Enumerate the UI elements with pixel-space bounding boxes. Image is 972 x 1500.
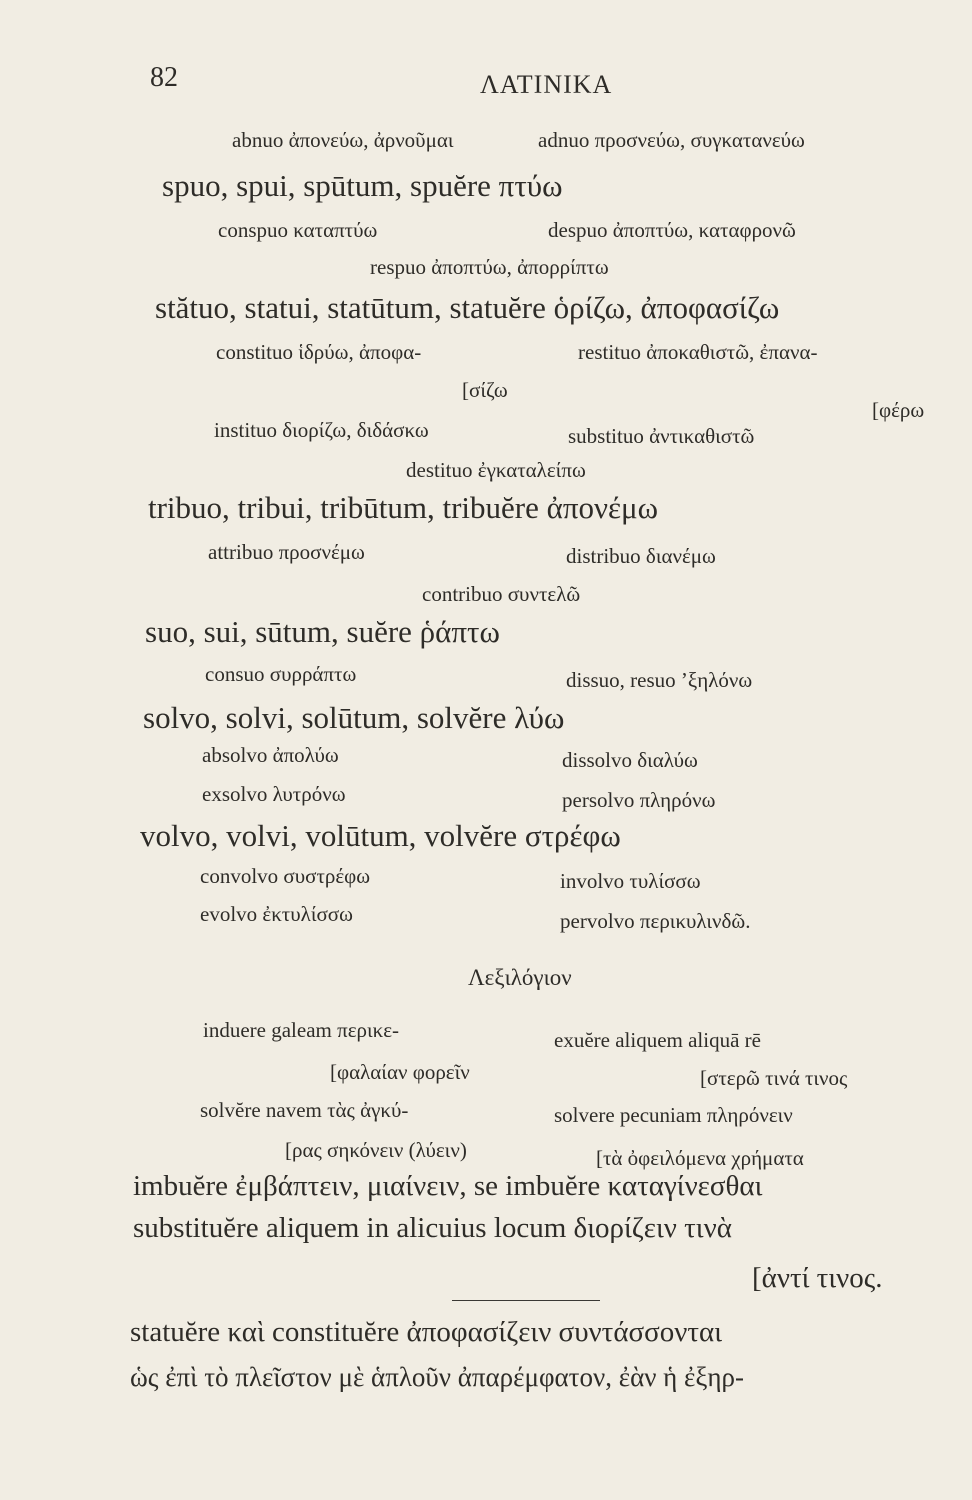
section-rule (452, 1300, 600, 1301)
entry-substituo: substituo ἀντικαθιστῶ (568, 424, 755, 448)
headword-statuo: stătuo, statui, statūtum, statuĕre ὁρίζω, ἀποφασίζω (155, 290, 780, 325)
entry-consuo: consuo συρράπτω (205, 662, 357, 686)
entry-convolvo: convolvo συστρέφω (200, 864, 371, 888)
entry-adnuo: adnuo προσνεύω, συγκατανεύω (538, 128, 805, 152)
headword-suo: suo, sui, sūtum, suĕre ῥάπτω (145, 614, 500, 649)
entry-evolvo: evolvo ἐκτυλίσσω (200, 902, 353, 926)
vocab-induere: induere galeam περικε- (203, 1018, 400, 1042)
paragraph-line-2: ὡς ἐπὶ τὸ πλεῖστον μὲ ἁπλοῦν ἀπαρέμφατον, ἐὰν ἡ ἐξηρ- (130, 1362, 745, 1392)
vocab-exuere-continuation: [στερῶ τινά τινος (700, 1066, 848, 1090)
entry-dissolvo: dissolvo διαλύω (562, 748, 698, 772)
entry-constituo-continuation: [σίζω (462, 378, 508, 402)
headword-tribuo: tribuo, tribui, tribūtum, tribuĕre ἀπονέμω (148, 490, 659, 525)
vocabulary-heading: Λεξιλόγιον (468, 965, 572, 990)
entry-persolvo: persolvo πληρόνω (562, 788, 716, 812)
vocab-solvere-navem: solvĕre navem τὰς ἀγκύ- (200, 1098, 409, 1122)
page-number: 82 (150, 62, 178, 93)
phrase-imbuere: imbuĕre ἐμβάπτειν, μιαίνειν, se imbuĕre καταγίνεσθαι (133, 1170, 763, 1202)
entry-distribuo: distribuo διανέμω (566, 544, 716, 568)
entry-restituo-continuation: [φέρω (872, 398, 925, 422)
entry-conspuo: conspuo καταπτύω (218, 218, 378, 242)
phrase-substituere-continuation: [ἀντί τινος. (752, 1262, 883, 1294)
entry-dissuo: dissuo, resuo ’ξηλόνω (566, 668, 753, 692)
entry-pervolvo: pervolvo περικυλινδῶ. (560, 909, 751, 933)
paragraph-line-1: statuĕre καὶ constituĕre ἀποφασίζειν συντάσσονται (130, 1316, 723, 1348)
entry-involvo: involvo τυλίσσω (560, 869, 701, 893)
vocab-exuere: exuĕre aliquem aliquā rē (554, 1028, 761, 1052)
entry-exsolvo: exsolvo λυτρόνω (202, 782, 346, 806)
entry-respuo: respuo ἀποπτύω, ἀπορρίπτω (370, 255, 609, 279)
headword-spuo: spuo, spui, spūtum, spuĕre πτύω (162, 168, 563, 203)
running-title: ΛΑΤΙΝΙΚΑ (480, 70, 613, 99)
vocab-solvere-pecuniam-continuation: [τὰ ὀφειλόμενα χρήματα (596, 1146, 804, 1170)
entry-abnuo: abnuo ἀπονεύω, ἀρνοῦμαι (232, 128, 454, 152)
entry-instituo: instituo διορίζω, διδάσκω (214, 418, 429, 442)
entry-restituo: restituo ἀποκαθιστῶ, ἐπανα- (578, 340, 818, 364)
entry-contribuo: contribuo συντελῶ (422, 582, 581, 606)
entry-destituo: destituo ἐγκαταλείπω (406, 458, 586, 482)
phrase-substituere: substituĕre aliquem in alicuius locum διορίζειν τινὰ (133, 1212, 732, 1244)
entry-absolvo: absolvo ἀπολύω (202, 743, 339, 767)
vocab-induere-continuation: [φαλαίαν φορεῖν (330, 1060, 470, 1084)
headword-volvo: volvo, volvi, volūtum, volvĕre στρέφω (140, 818, 621, 853)
vocab-solvere-pecuniam: solvere pecuniam πληρόνειν (554, 1103, 793, 1127)
headword-solvo: solvo, solvi, solūtum, solvĕre λύω (143, 700, 565, 735)
entry-attribuo: attribuo προσνέμω (208, 540, 365, 564)
entry-despuo: despuo ἀποπτύω, καταφρονῶ (548, 218, 796, 242)
vocab-solvere-navem-continuation: [ρας σηκόνειν (λύειν) (285, 1138, 467, 1162)
entry-constituo: constituo ἱδρύω, ἀποφα- (216, 340, 422, 364)
